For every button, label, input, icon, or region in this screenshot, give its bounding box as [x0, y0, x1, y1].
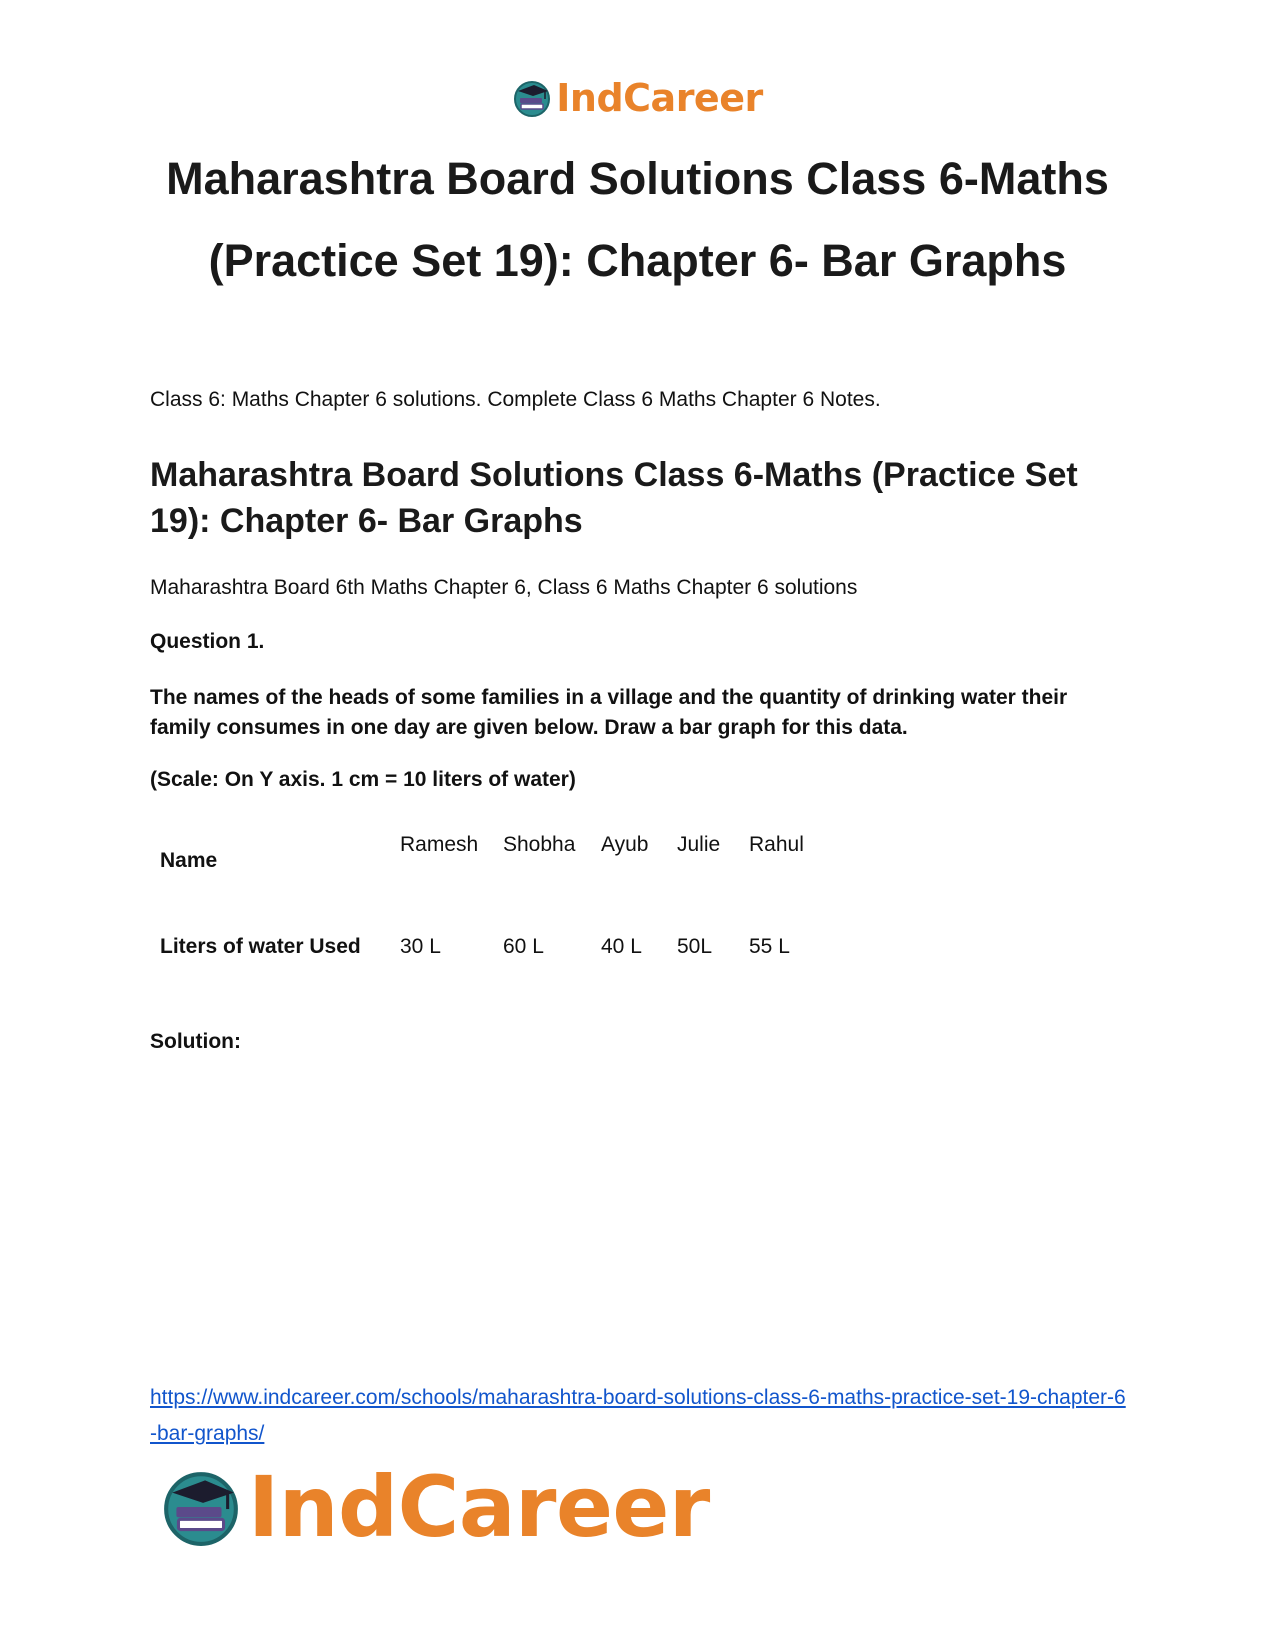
solution-label: Solution:	[150, 1030, 241, 1053]
indcareer-logo-top	[0, 78, 1275, 118]
table-row-names	[150, 830, 829, 892]
brand-wordmark: IndCareer	[556, 76, 763, 120]
globe-graduation-cap-books-icon	[512, 78, 552, 118]
page-title: Maharashtra Board Solutions Class 6-Maths (Practice Set 19): Chapter 6- Bar Graphs	[166, 153, 1109, 286]
table-cell-liters: 50L	[677, 935, 713, 958]
question-label: Question 1.	[150, 630, 265, 653]
table-cell-name: Ramesh	[400, 833, 479, 856]
table-row-liters	[150, 892, 829, 962]
globe-graduation-cap-books-icon	[160, 1466, 242, 1548]
subline-text: Maharashtra Board 6th Maths Chapter 6, Class 6 Maths Chapter 6 solutions	[150, 576, 858, 599]
table-cell-liters: 55 L	[749, 935, 790, 958]
table-cell-name: Ayub	[601, 833, 649, 856]
table-cell-name: Julie	[677, 833, 721, 856]
liters-header-cell: Liters of water Used	[160, 935, 361, 958]
intro-text: Class 6: Maths Chapter 6 solutions. Complete Class 6 Maths Chapter 6 Notes.	[150, 388, 881, 411]
table-cell-name: Rahul	[749, 833, 804, 856]
section-heading: Maharashtra Board Solutions Class 6-Maths (Practice Set 19): Chapter 6- Bar Graphs	[150, 456, 1078, 540]
table-cell-liters: 40 L	[601, 935, 642, 958]
table-cell-name: Shobha	[503, 833, 576, 856]
water-usage-table	[150, 830, 829, 962]
question-text: The names of the heads of some families in a village and the quantity of drinking water their family consumes in one day are given below. Draw a bar graph for this data.	[150, 686, 1068, 739]
source-link[interactable]: https://www.indcareer.com/schools/maharashtra-board-solutions-class-6-maths-practice-set-19-chapter-6-bar-graphs/	[150, 1386, 1126, 1445]
question-scale: (Scale: On Y axis. 1 cm = 10 liters of water)	[150, 768, 576, 791]
table-cell-liters: 60 L	[503, 935, 544, 958]
indcareer-logo-bottom	[160, 1458, 710, 1556]
brand-wordmark: IndCareer	[248, 1458, 710, 1556]
table-cell-liters: 30 L	[400, 935, 441, 958]
name-header-cell: Name	[160, 849, 218, 872]
